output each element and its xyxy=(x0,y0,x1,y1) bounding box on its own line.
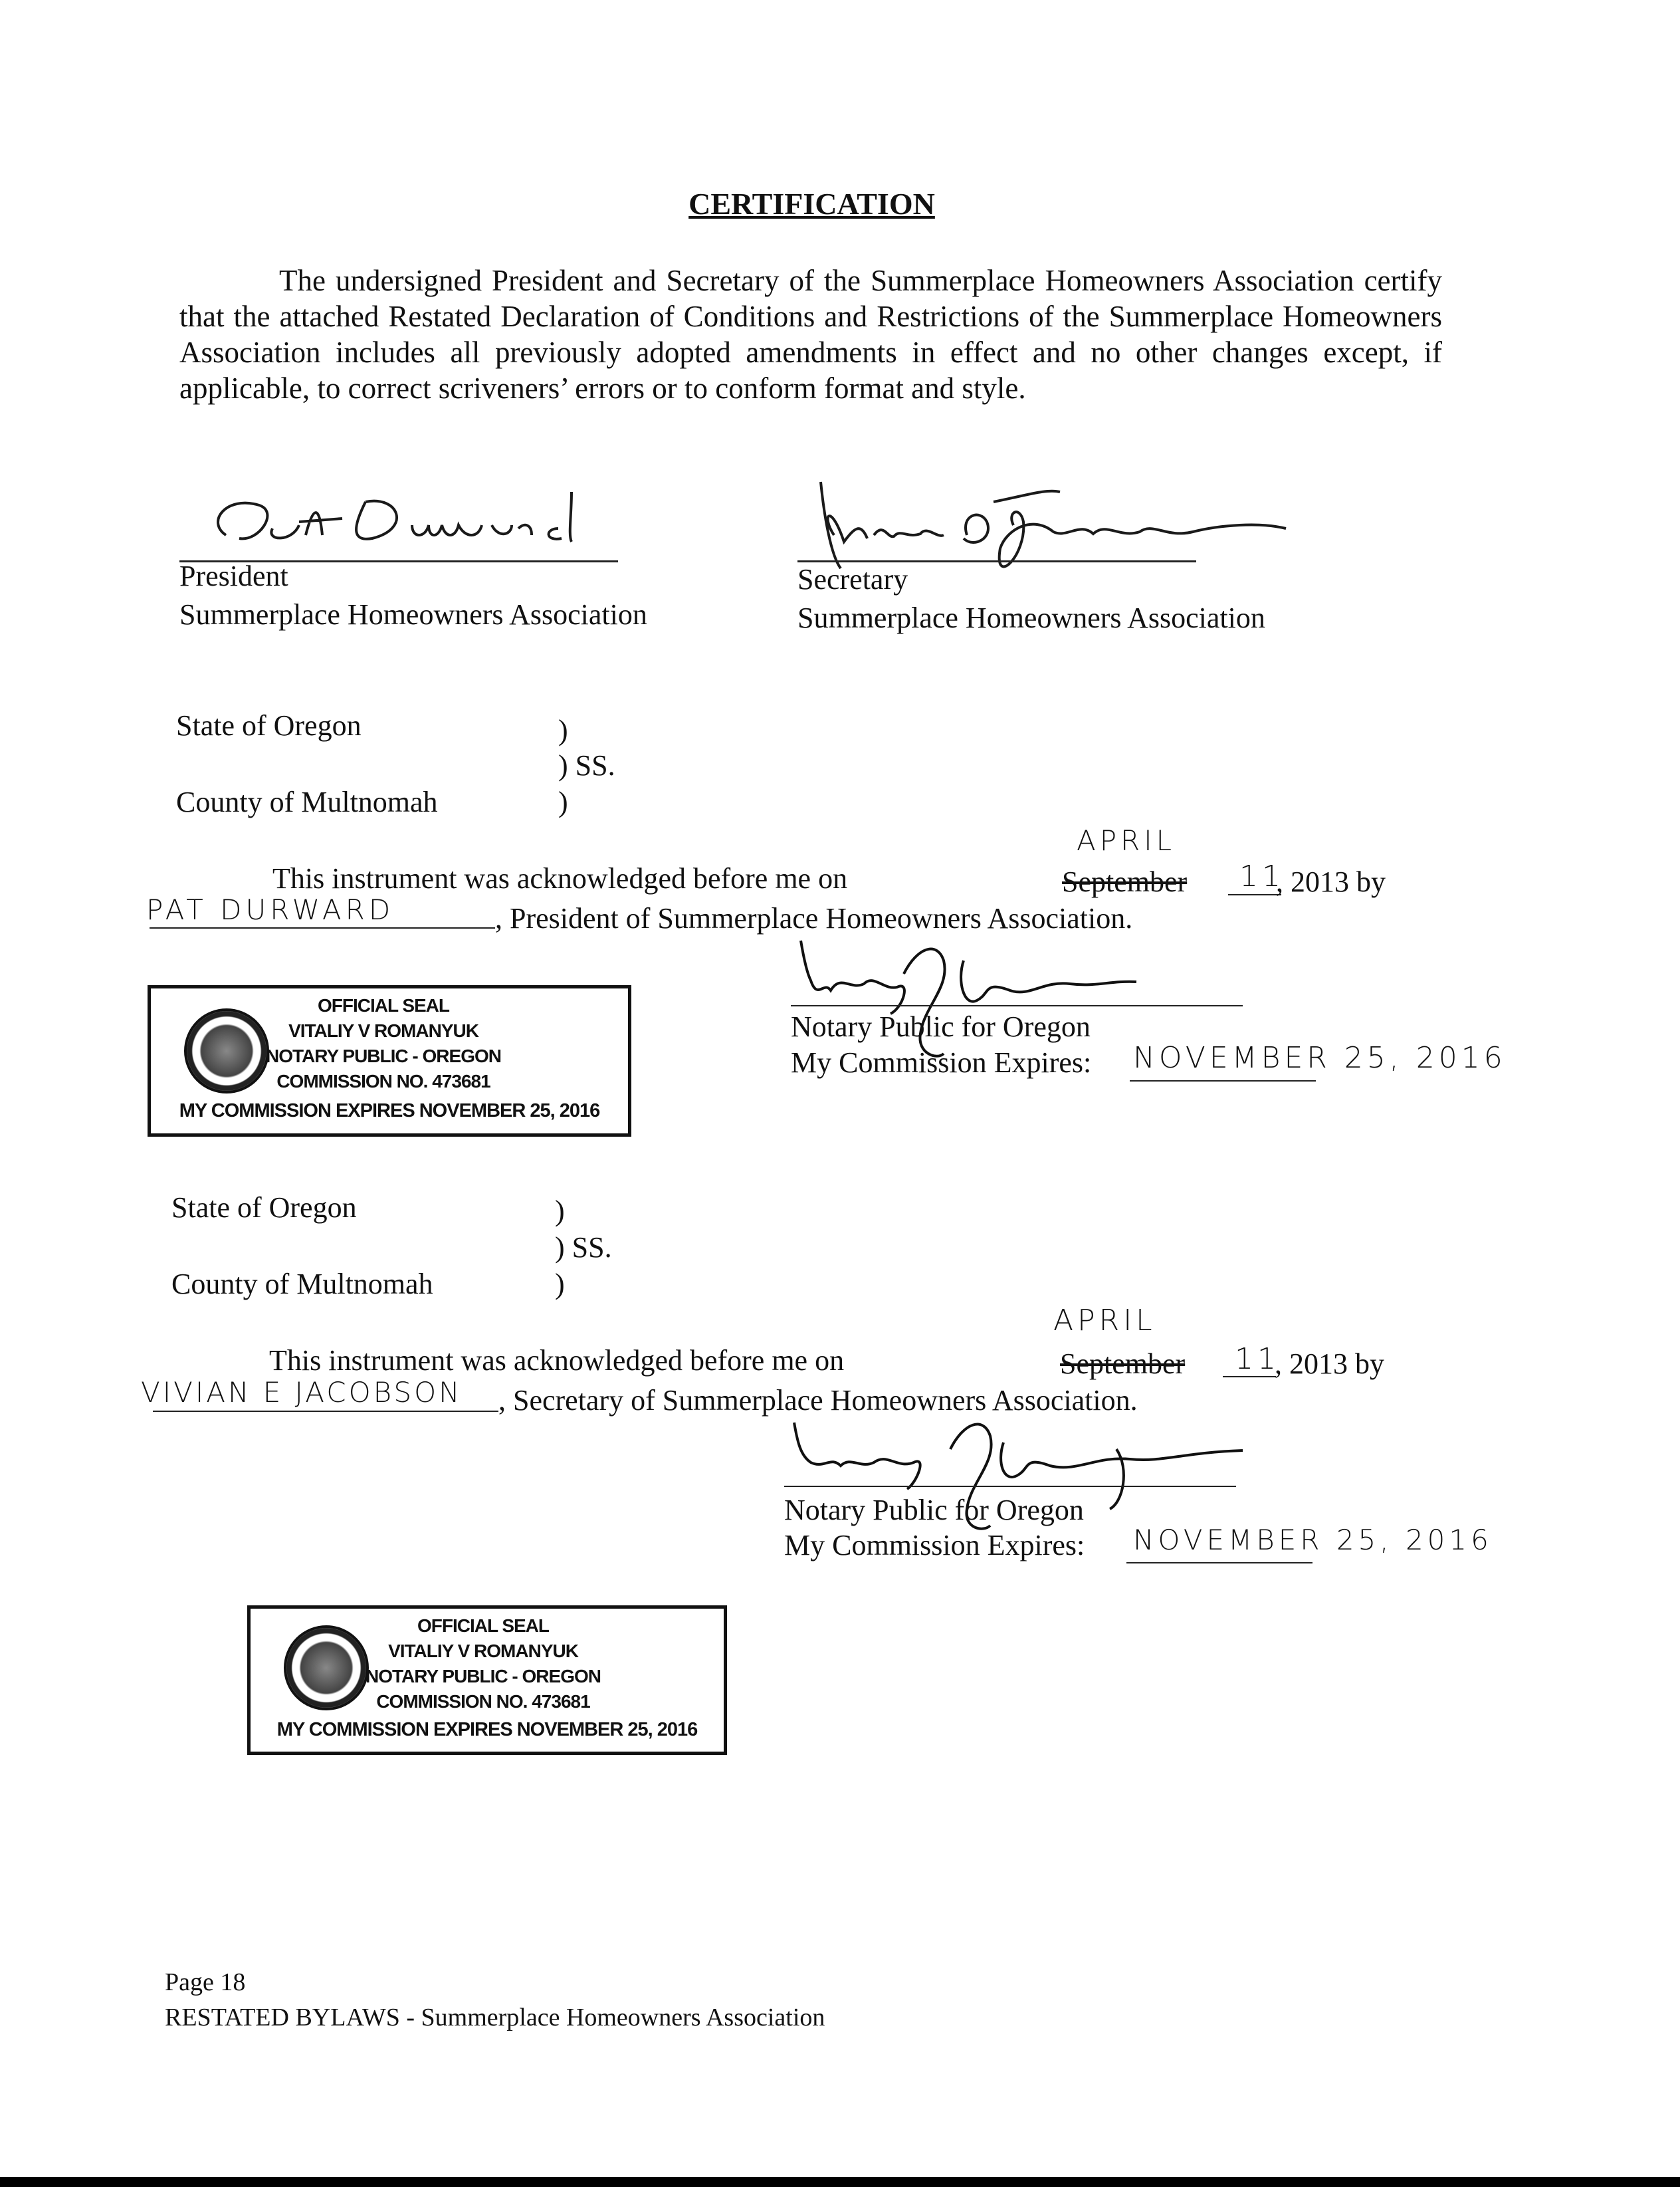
notary2-signature-line xyxy=(784,1486,1236,1487)
president-signature xyxy=(199,489,625,562)
notary-seal-1 xyxy=(148,985,631,1137)
notary1-expires-line xyxy=(1130,1080,1316,1082)
page-title: CERTIFICATION xyxy=(688,187,935,221)
president-org: Summerplace Homeowners Association xyxy=(179,598,647,631)
ack1-struck-month: September xyxy=(1062,865,1188,898)
ack1-role-text: , President of Summerplace Homeowners Association. xyxy=(495,902,1133,935)
venue1-state: State of Oregon xyxy=(176,709,362,742)
seal1-line2: VITALIY V ROMANYUK xyxy=(288,1020,478,1041)
seal1-line1: OFFICIAL SEAL xyxy=(317,995,450,1016)
ack2-hand-name: VIVIAN E JACOBSON xyxy=(141,1376,463,1409)
venue1-paren-top: ) xyxy=(558,714,568,747)
venue2-paren-bottom: ) xyxy=(555,1268,565,1300)
venue2-paren-top: ) xyxy=(555,1195,565,1227)
notary-seal-2 xyxy=(247,1605,727,1755)
venue1-ss: ) SS. xyxy=(558,749,615,782)
ack2-role-text: , Secretary of Summerplace Homeowners Association. xyxy=(498,1384,1138,1417)
secretary-role: Secretary xyxy=(797,563,908,596)
seal2-line3: NOTARY PUBLIC - OREGON xyxy=(366,1666,601,1686)
notary1-label: Notary Public for Oregon xyxy=(791,1010,1091,1043)
notary1-hand-expires: NOVEMBER 25, 2016 xyxy=(1133,1041,1507,1075)
ack1-day-line xyxy=(1228,894,1281,895)
seal2-line5: MY COMMISSION EXPIRES NOVEMBER 25, 2016 xyxy=(276,1719,698,1740)
seal1-line4: COMMISSION NO. 473681 xyxy=(276,1071,490,1092)
ack1-year-by: , 2013 by xyxy=(1276,865,1386,898)
notary2-expires-line xyxy=(1126,1562,1312,1563)
ack1-day: 11 xyxy=(1239,860,1285,893)
notary2-hand-expires: NOVEMBER 25, 2016 xyxy=(1133,1524,1493,1556)
ack1-lead: This instrument was acknowledged before me on xyxy=(272,862,848,895)
ack1-name-line xyxy=(150,927,495,929)
ack2-year-by: , 2013 by xyxy=(1275,1347,1384,1380)
seal1-line5: MY COMMISSION EXPIRES NOVEMBER 25, 2016 xyxy=(179,1100,600,1121)
ack1-hand-month: APRIL xyxy=(1077,824,1176,857)
secretary-org: Summerplace Homeowners Association xyxy=(797,602,1265,634)
certification-text: The undersigned President and Secretary of the Summerplace Homeowners Association certify that the attached Restated Declaration of Conditions and Restrictions of the Summerplace Homeowners Association includes all previously adopted amendments in effect and no other changes except, if applicable, to correct scriveners’ errors or to conform format and style. xyxy=(179,264,1442,405)
venue2-county: County of Multnomah xyxy=(171,1268,433,1300)
ack2-hand-month: APRIL xyxy=(1053,1304,1156,1337)
ack2-name-line xyxy=(153,1411,498,1412)
venue2-ss: ) SS. xyxy=(555,1231,612,1264)
ack2-struck-month: September xyxy=(1060,1347,1186,1380)
venue2-state: State of Oregon xyxy=(171,1191,357,1224)
certification-paragraph xyxy=(179,263,1442,406)
notary2-expires-label: My Commission Expires: xyxy=(784,1529,1085,1561)
ack2-lead: This instrument was acknowledged before me on xyxy=(269,1344,845,1377)
footer-page-number: Page 18 xyxy=(165,1968,246,1996)
ack1-hand-name: PAT DURWARD xyxy=(146,893,395,926)
seal1-line3: NOTARY PUBLIC - OREGON xyxy=(266,1046,501,1066)
ack2-day-line xyxy=(1223,1376,1276,1377)
seal2-line4: COMMISSION NO. 473681 xyxy=(376,1691,590,1712)
ack2-day: 11 xyxy=(1235,1342,1280,1376)
notary1-signature-line xyxy=(791,1005,1243,1006)
scan-edge-bar xyxy=(0,2177,1680,2187)
footer-document-title: RESTATED BYLAWS - Summerplace Homeowners Association xyxy=(165,2004,825,2031)
seal2-line1: OFFICIAL SEAL xyxy=(417,1615,550,1636)
venue1-paren-bottom: ) xyxy=(558,786,568,818)
notary2-label: Notary Public for Oregon xyxy=(784,1494,1084,1526)
venue1-county: County of Multnomah xyxy=(176,786,438,818)
notary1-expires-label: My Commission Expires: xyxy=(791,1046,1092,1079)
seal2-line2: VITALIY V ROMANYUK xyxy=(388,1641,578,1661)
president-role: President xyxy=(179,560,288,592)
